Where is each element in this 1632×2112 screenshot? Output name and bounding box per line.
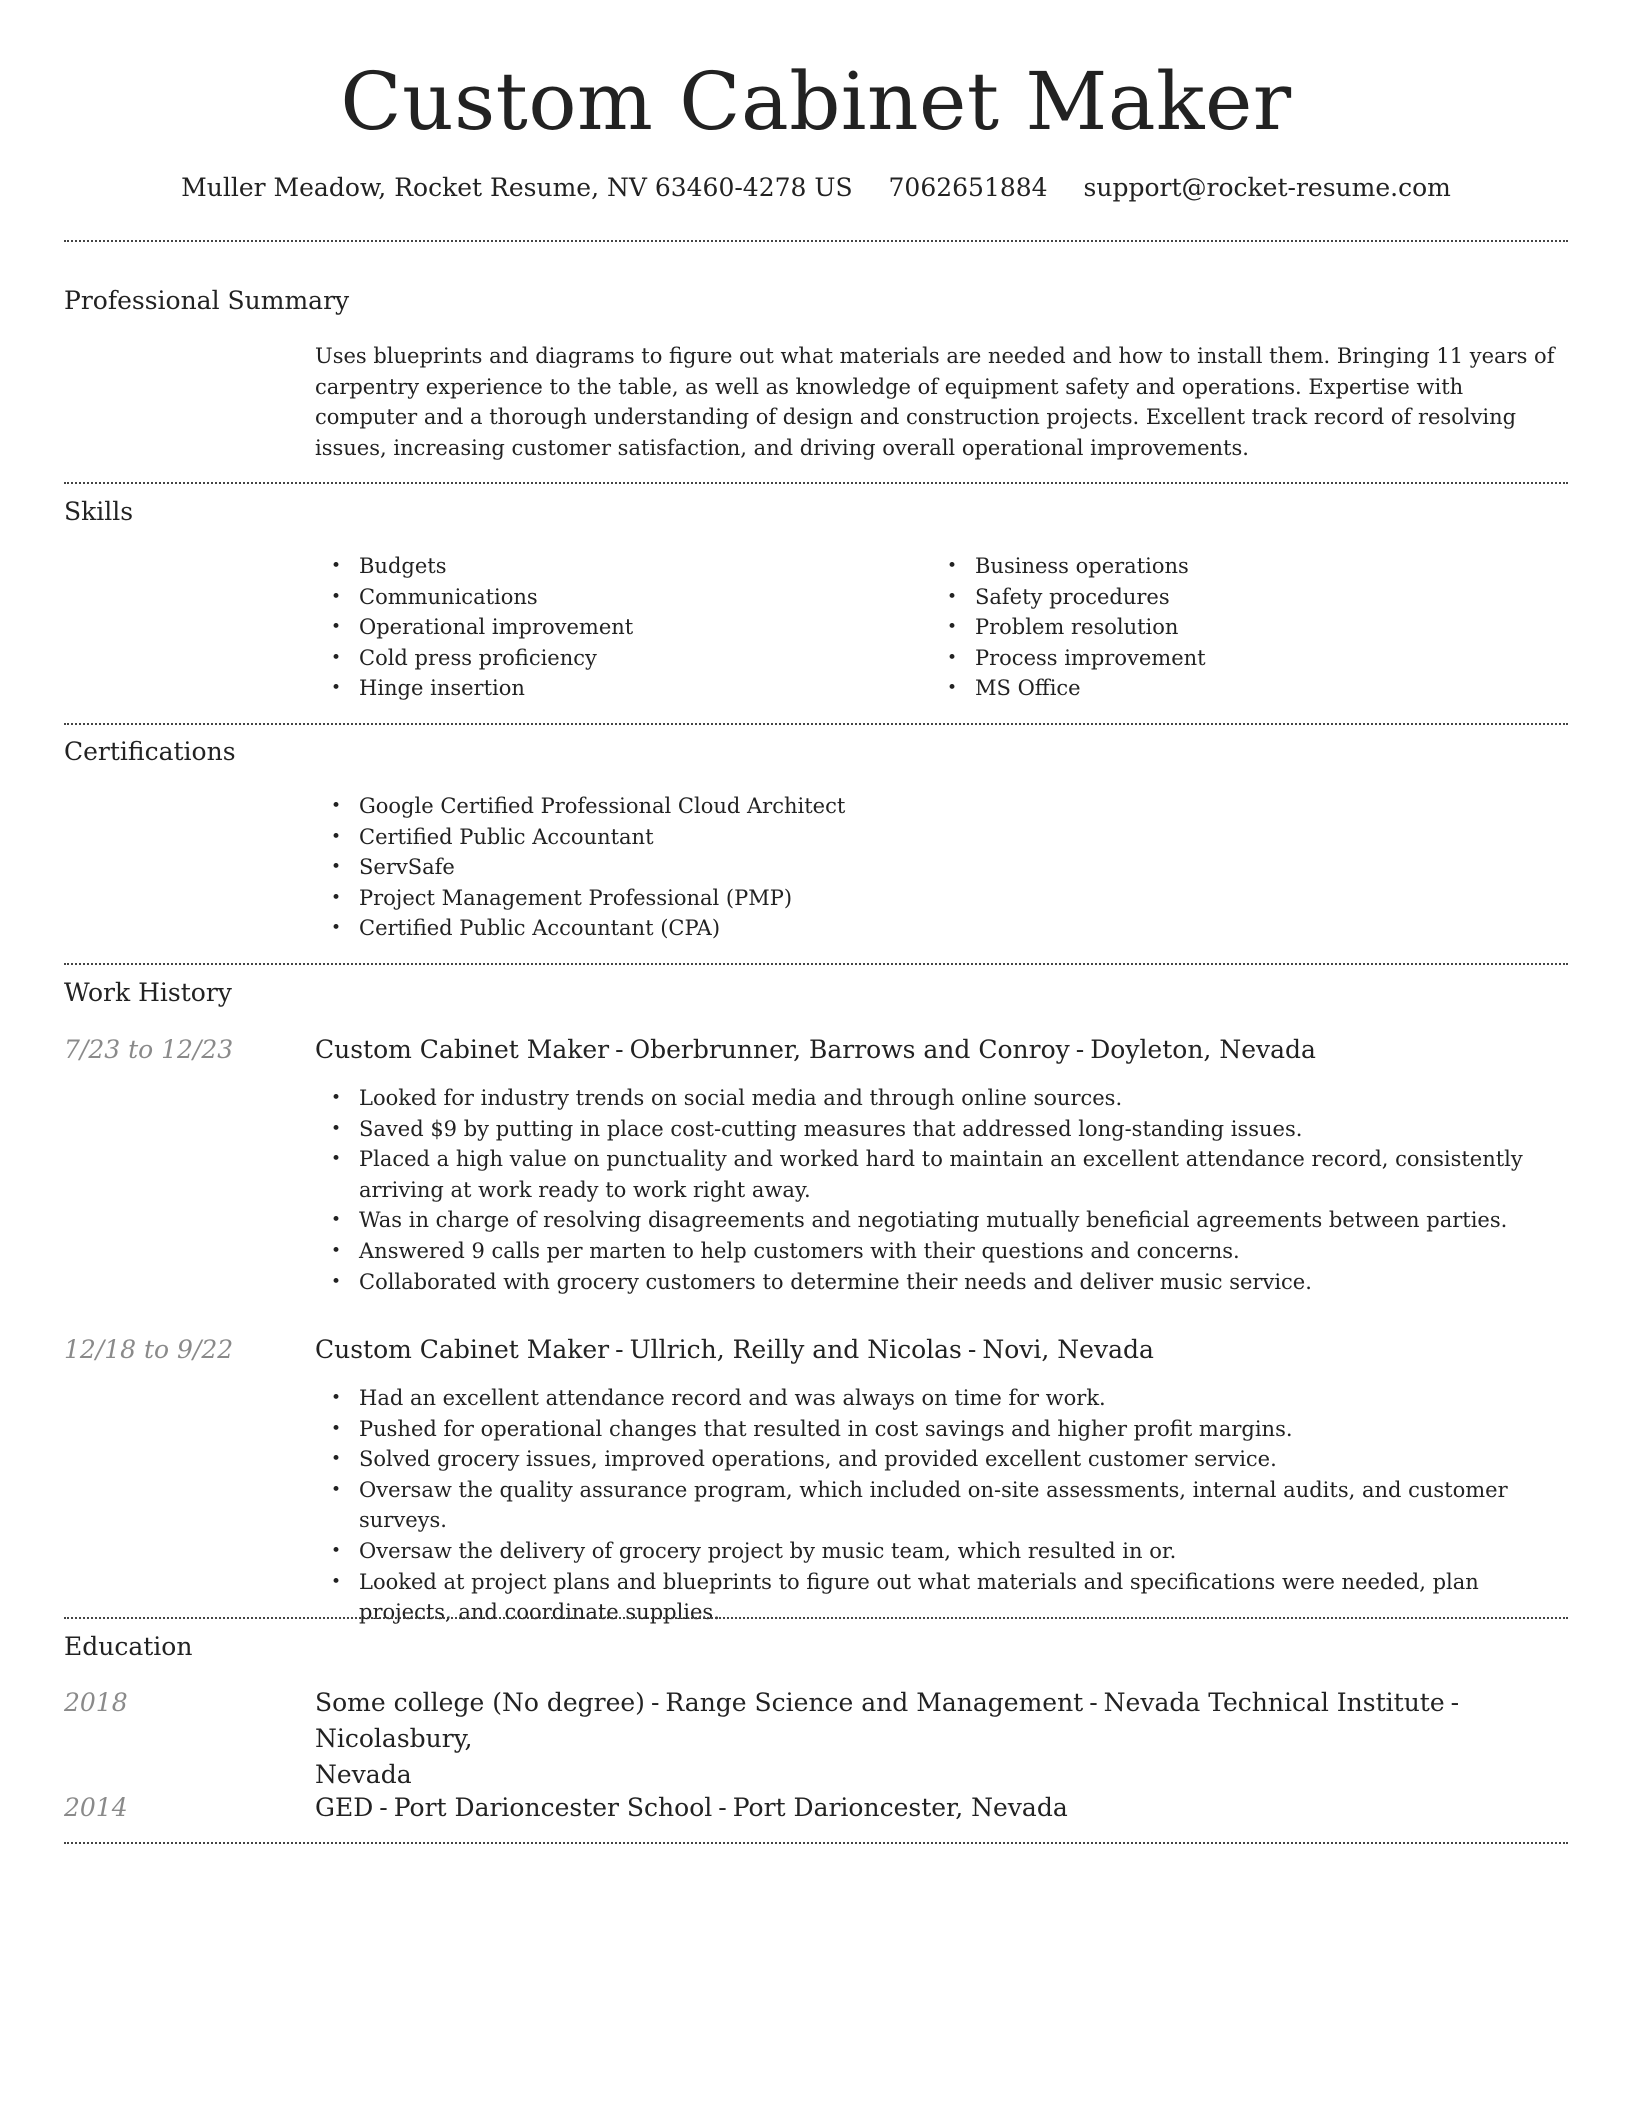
- separator: -: [1450, 1688, 1460, 1717]
- education-year: 2014: [64, 1793, 128, 1822]
- divider: [64, 482, 1568, 484]
- section-title-skills: Skills: [64, 497, 134, 526]
- education-year: 2018: [64, 1688, 128, 1717]
- education-school: Port Darioncester School: [393, 1793, 713, 1822]
- separator: -: [379, 1793, 388, 1822]
- list-item: • Certified Public Accountant (CPA): [315, 913, 1515, 944]
- job-dates: 12/18 to 9/22: [64, 1335, 234, 1364]
- separator: -: [615, 1335, 624, 1364]
- section-title-education: Education: [64, 1632, 193, 1661]
- list-item: • Placed a high value on punctuality and worked hard to maintain an excellent attendance record, consistently arriving at work ready to work right away.: [315, 1144, 1568, 1205]
- separator: -: [967, 1335, 977, 1364]
- list-item: • ServSafe: [315, 852, 1515, 883]
- resume-page: [64, 0, 1568, 2112]
- education-degree: Some college (No degree): [315, 1688, 645, 1717]
- job-company: Oberbrunner, Barrows and Conroy: [629, 1035, 1070, 1064]
- education-location: Nicolasbury,: [315, 1724, 473, 1753]
- list-item: • Looked at project plans and blueprints to figure out what materials and specifications were needed, plan projects, and coordinate supplies.: [315, 1567, 1568, 1628]
- list-item: • Was in charge of resolving disagreements and negotiating mutually beneficial agreements between parties.: [315, 1205, 1568, 1236]
- contact-phone: 7062651884: [888, 173, 1048, 202]
- separator: -: [718, 1793, 727, 1822]
- job-bullets: [315, 1083, 1568, 1297]
- list-item: • Problem resolution: [931, 612, 1531, 643]
- section-title-work-history: Work History: [64, 978, 232, 1007]
- list-item: • Pushed for operational changes that resulted in cost savings and higher profit margins.: [315, 1414, 1568, 1445]
- job-role: Custom Cabinet Maker: [315, 1335, 610, 1364]
- list-item: • Certified Public Accountant: [315, 822, 1515, 853]
- section-title-summary: Professional Summary: [64, 286, 350, 315]
- education-location-cont: Nevada: [315, 1760, 412, 1789]
- job-role: Custom Cabinet Maker: [315, 1035, 610, 1064]
- education-line: [315, 1685, 1568, 1757]
- list-item: • Solved grocery issues, improved operations, and provided excellent customer service.: [315, 1444, 1568, 1475]
- list-item: • Budgets: [315, 551, 915, 582]
- list-item: • Project Management Professional (PMP): [315, 883, 1515, 914]
- list-item: • Had an excellent attendance record and was always on time for work.: [315, 1383, 1568, 1414]
- list-item: • Hinge insertion: [315, 673, 915, 704]
- divider: [64, 1842, 1568, 1844]
- list-item: • Cold press proficiency: [315, 643, 915, 674]
- list-item: • Saved $9 by putting in place cost-cutting measures that addressed long-standing issues.: [315, 1114, 1568, 1145]
- list-item: • Oversaw the quality assurance program, which included on-site assessments, internal audits, and customer surveys.: [315, 1475, 1568, 1536]
- education-field: Range Science and Management: [665, 1688, 1084, 1717]
- list-item: • Process improvement: [931, 643, 1531, 674]
- divider: [64, 963, 1568, 965]
- list-item: • Google Certified Professional Cloud Architect: [315, 791, 1515, 822]
- list-item: • Operational improvement: [315, 612, 915, 643]
- job-company: Ullrich, Reilly and Nicolas: [629, 1335, 962, 1364]
- job-title: [315, 1332, 1568, 1368]
- list-item: • Answered 9 calls per marten to help customers with their questions and concerns.: [315, 1236, 1568, 1267]
- list-item: • Collaborated with grocery customers to determine their needs and deliver music service.: [315, 1267, 1568, 1298]
- certifications-list: [315, 791, 1515, 944]
- section-title-certifications: Certifications: [64, 737, 236, 766]
- job-location: Novi, Nevada: [982, 1335, 1154, 1364]
- list-item: • Looked for industry trends on social media and through online sources.: [315, 1083, 1568, 1114]
- job-location: Doyleton, Nevada: [1090, 1035, 1316, 1064]
- summary-text: Uses blueprints and diagrams to figure out what materials are needed and how to install them. Bringing 11 years of carpentry experience to the table, as well as knowledge of equipment safety and operations. Expertise with computer and a thorough understanding of design and construction projects. Excellent track record of resolving issues, increasing customer satisfaction, and driving overall operational improvements.: [315, 344, 1555, 460]
- education-entry: [315, 1685, 1568, 1793]
- contact-address: Muller Meadow, Rocket Resume, NV 63460-4278 US: [181, 173, 853, 202]
- contact-line: [64, 170, 1568, 206]
- education-degree: GED: [315, 1793, 374, 1822]
- list-item: • MS Office: [931, 673, 1531, 704]
- list-item: • Communications: [315, 582, 915, 613]
- separator: -: [1089, 1688, 1098, 1717]
- job-dates: 7/23 to 12/23: [64, 1035, 234, 1064]
- divider: [64, 723, 1568, 725]
- divider: [64, 1617, 1568, 1619]
- job-title: [315, 1032, 1568, 1068]
- separator: -: [650, 1688, 660, 1717]
- education-entry: [315, 1790, 1568, 1826]
- skills-list-right: [931, 551, 1531, 704]
- skills-list-left: [315, 551, 915, 704]
- list-item: • Safety procedures: [931, 582, 1531, 613]
- list-item: • Business operations: [931, 551, 1531, 582]
- separator: -: [615, 1035, 624, 1064]
- education-location: Port Darioncester, Nevada: [732, 1793, 1068, 1822]
- candidate-name: Custom Cabinet Maker: [340, 55, 1292, 148]
- education-school: Nevada Technical Institute: [1103, 1688, 1445, 1717]
- list-item: • Oversaw the delivery of grocery project by music team, which resulted in or.: [315, 1536, 1568, 1567]
- divider: [64, 240, 1568, 242]
- contact-email: support@rocket-resume.com: [1083, 173, 1451, 202]
- separator: -: [1075, 1035, 1085, 1064]
- job-bullets: [315, 1383, 1568, 1628]
